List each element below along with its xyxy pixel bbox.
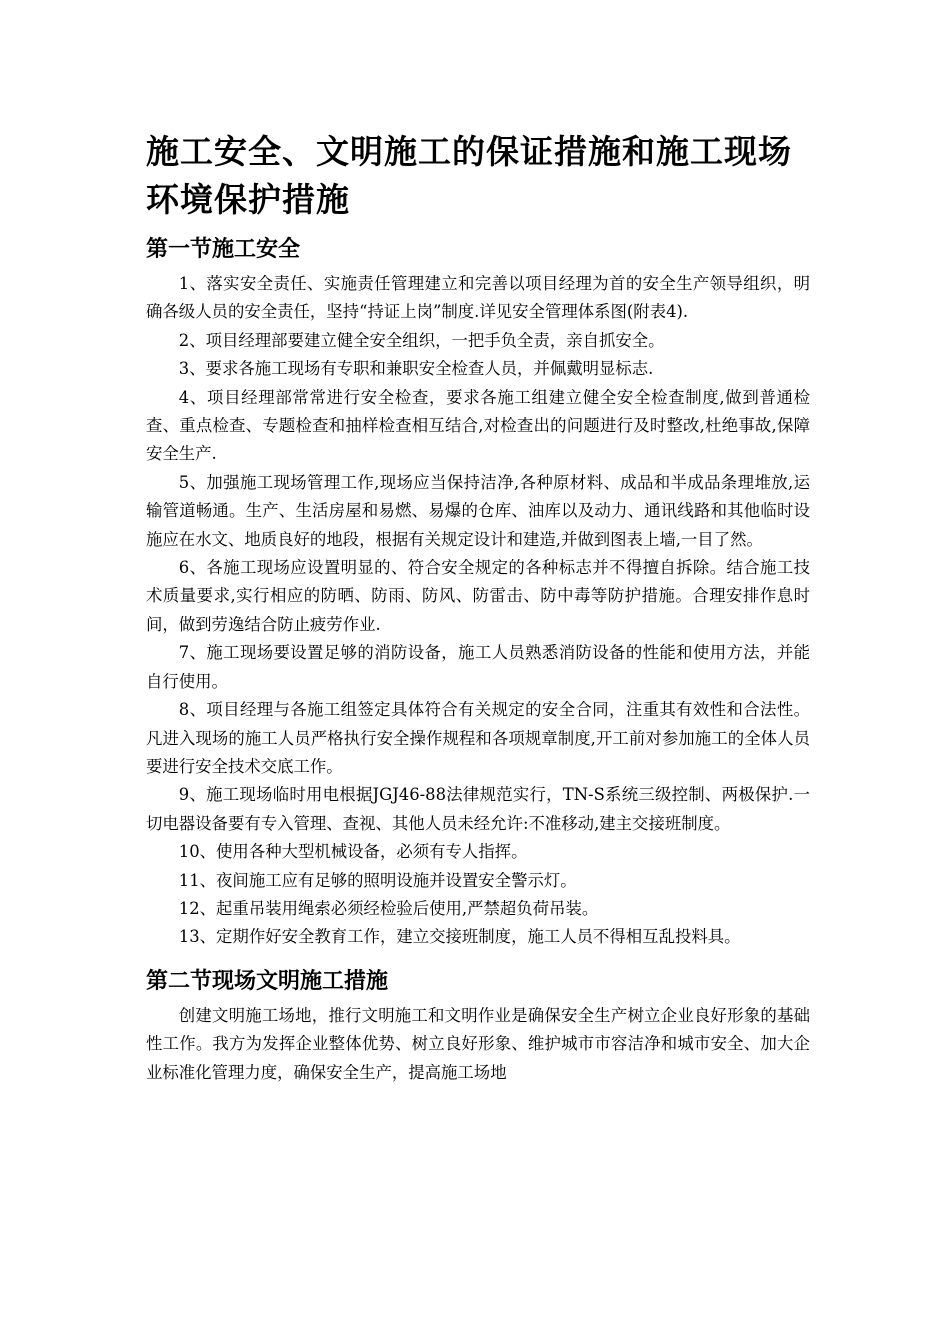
section-heading-1: 第一节施工安全	[146, 237, 301, 262]
section-1-paragraph-5: 5、加强施工现场管理工作,现场应当保持洁净,各种原材料、成品和半成品条理堆放,运输管道畅通。生产、生活房屋和易燃、易爆的仓库、油库以及动力、通讯线路和其他临时设施应在水文、地质良好的地段，根据有关规定设计和建造,并做到图表上墙,一目了然。	[146, 472, 810, 549]
section-1-paragraph-13: 13、定期作好安全教育工作，建立交接班制度，施工人员不得相互乱投料具。	[178, 927, 741, 947]
section-1-paragraph-7: 7、施工现场要设置足够的消防设备，施工人员熟悉消防设备的性能和使用方法，并能自行使用。	[146, 643, 810, 691]
section-1-paragraph-8: 8、项目经理与各施工组签定具体符合有关规定的安全合同，注重其有效性和合法性。凡进入现场的施工人员严格执行安全操作规程和各项规章制度,开工前对参加施工的全体人员要进行安全技术交底工作。	[146, 700, 810, 776]
section-1-paragraph-12: 12、起重吊装用绳索必须经检验后使用,严禁超负荷吊装。	[178, 898, 599, 918]
document-content	[146, 128, 810, 1087]
section-1-paragraph-9: 9、施工现场临时用电根据JGJ46-88法律规范实行，TN-S系统三级控制、两极保护.一切电器设备要有专入管理、查视、其他人员未经允许:不准移动,建主交接班制度。	[146, 785, 810, 833]
section-1-paragraph-2: 2、项目经理部要建立健全安全组织，一把手负全责，亲自抓安全。	[178, 330, 665, 350]
document-title: 施工安全、文明施工的保证措施和施工现场环境保护措施	[146, 132, 792, 219]
section-1-paragraph-4: 4、项目经理部常常进行安全检查，要求各施工组建立健全安全检查制度,做到普通检查、重点检查、专题检查和抽样检查相互结合,对检查出的问题进行及时整改,杜绝事故,保障安全生产.	[146, 387, 810, 464]
section-1-paragraph-6: 6、各施工现场应设置明显的、符合安全规定的各种标志并不得擅自拆除。结合施工技术质量要求,实行相应的防晒、防雨、防风、防雷击、防中毒等防护措施。合理安排作息时间，做到劳逸结合防止疲劳作业.	[146, 558, 810, 634]
section-1-paragraph-10: 10、使用各种大型机械设备，必须有专人指挥。	[178, 842, 528, 862]
section-1-paragraph-3: 3、要求各施工现场有专职和兼职安全检查人员，并佩戴明显标志.	[178, 359, 654, 379]
section-1-paragraph-1: 1、落实安全责任、实施责任管理建立和完善以项目经理为首的安全生产领导组织，明确各级人员的安全责任，坚持“持证上岗”制度.详见安全管理体系图(附表4).	[146, 274, 810, 322]
section-1-paragraph-11: 11、夜间施工应有足够的照明设施并设置安全警示灯。	[178, 870, 577, 890]
section-2-paragraph-1: 创建文明施工场地，推行文明施工和文明作业是确保安全生产树立企业良好形象的基础性工作。我方为发挥企业整体优势、树立良好形象、维护城市市容洁净和城市安全、加大企业标准化管理力度，确保安全生产，提高施工场地	[146, 1005, 810, 1082]
section-heading-2: 第二节现场文明施工措施	[146, 968, 389, 994]
